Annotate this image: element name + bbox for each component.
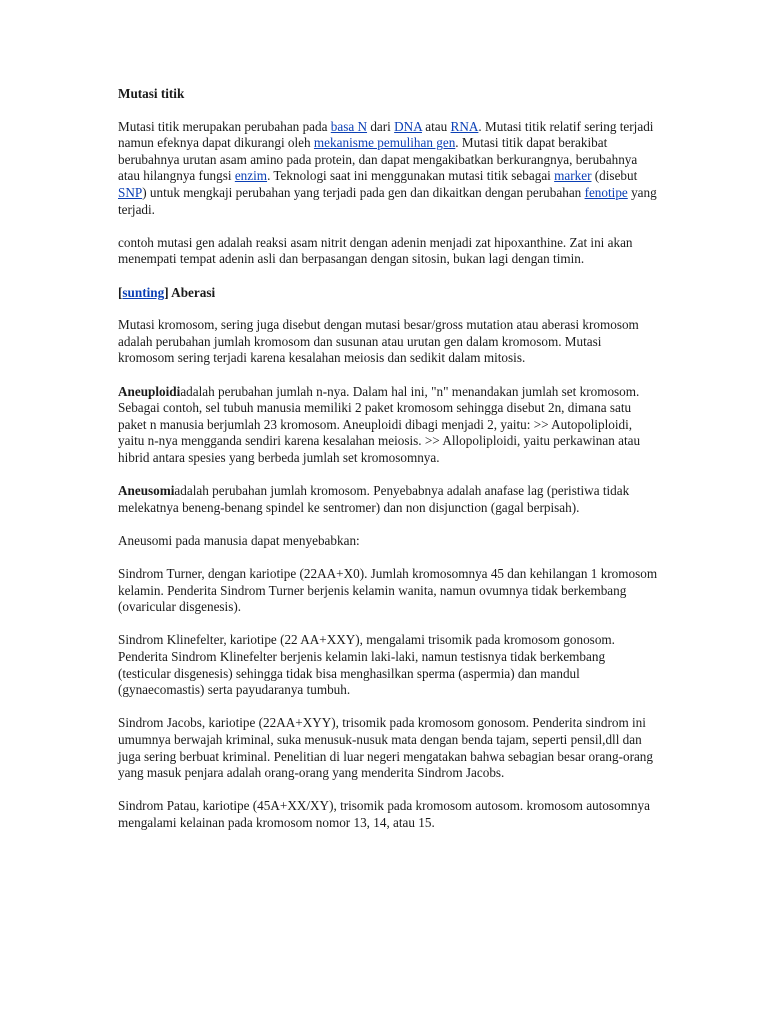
link-snp[interactable]: SNP — [118, 184, 143, 200]
paragraph-aneusomi — [118, 483, 658, 516]
text: Mutasi titik merupakan perubahan pada — [118, 118, 331, 134]
heading-title: Aberasi — [168, 284, 216, 300]
link-fenotipe[interactable]: fenotipe — [584, 184, 628, 200]
link-enzim[interactable]: enzim — [234, 168, 268, 184]
bracket-close: ] — [164, 284, 169, 300]
section-heading-mutasi-titik: Mutasi titik — [118, 86, 185, 101]
edit-link-sunting[interactable]: sunting — [122, 284, 165, 300]
link-mekanisme-pemulihan-gen[interactable]: mekanisme pemulihan gen — [313, 135, 456, 151]
definition-text: adalah perubahan jumlah kromosom. Penyebabnya adalah anafase lag (peristiwa tidak melekatnya beneng-benang spindel ke sentromer) dan non disjunction (gagal berpisah). — [118, 483, 630, 515]
paragraph-contoh-mutasi-gen: contoh mutasi gen adalah reaksi asam nitrit dengan adenin menjadi zat hipoxanthine. Zat ini akan menempati tempat adenin asli dan berpasangan dengan sitosin, bukan lagi dengan timin. — [118, 234, 633, 267]
paragraph-mutasi-titik — [118, 119, 658, 219]
paragraph-sindrom-jacobs: Sindrom Jacobs, kariotipe (22AA+XYY), trisomik pada kromosom gonosom. Penderita sindrom ini umumnya berwajah kriminal, suka menusuk-nusuk mata dengan benda tajam, seperti pensil,dll dan juga sering berbuat kriminal. Penelitian di luar negeri mengatakan bahwa sebagian besar orang-orang yang masuk penjara adalah orang-orang yang menderita Sindrom Jacobs. — [118, 715, 653, 781]
bracket-open: [ — [118, 284, 123, 300]
text: dari — [367, 118, 395, 134]
paragraph-aneuploidi — [118, 384, 658, 467]
term-aneuploidi: Aneuploidi — [118, 383, 181, 399]
term-aneusomi: Aneusomi — [118, 483, 175, 499]
definition-text: adalah perubahan jumlah n-nya. Dalam hal ini, "n" menandakan jumlah set kromosom. Sebagai contoh, sel tubuh manusia memiliki 2 paket kromosom sehingga disebut 2n, dimana satu paket n manusia berjumlah 23 kromosom. Aneuploidi dibagi menjadi 2, yaitu: >> Autopoliploidi, yaitu n-nya mengganda sendiri karena kesalahan meiosis. >> Allopoliploidi, yaitu perkawinan atau hibrid antara spesies yang berbeda jumlah set kromosomnya. — [118, 383, 641, 465]
text: . Mutasi titik dapat berakibat berubahnya urutan asam amino pada protein, dan dapat mengakibatkan berkurangnya, berubahnya atau hilangnya fungsi — [118, 135, 638, 184]
link-dna[interactable]: DNA — [394, 118, 422, 134]
paragraph-aneusomi-intro: Aneusomi pada manusia dapat menyebabkan: — [118, 532, 360, 548]
link-rna[interactable]: RNA — [450, 118, 479, 134]
document-page — [118, 86, 658, 848]
text: (disebut — [591, 168, 638, 184]
text: . Teknologi saat ini menggunakan mutasi titik sebagai — [267, 168, 555, 184]
text: ) untuk mengkaji perubahan yang terjadi pada gen dan dikaitkan dengan perubahan — [142, 184, 585, 200]
link-marker[interactable]: marker — [554, 168, 592, 184]
paragraph-sindrom-patau: Sindrom Patau, kariotipe (45A+XX/XY), trisomik pada kromosom autosom. kromosom autosomnya mengalami kelainan pada kromosom nomor 13, 14, atau 15. — [118, 798, 650, 830]
text: atau — [421, 118, 451, 134]
paragraph-sindrom-turner: Sindrom Turner, dengan kariotipe (22AA+X0). Jumlah kromosomnya 45 dan kehilangan 1 kromosom kelamin. Penderita Sindrom Turner berjenis kelamin wanita, namun ovumnya tidak berkembang (ovaricular disgenesis). — [118, 566, 658, 615]
text: . Mutasi titik relatif sering terjadi namun efeknya dapat dikurangi oleh — [118, 118, 654, 151]
section-heading-aberasi — [118, 285, 658, 302]
link-basa-n[interactable]: basa N — [330, 118, 368, 134]
paragraph-sindrom-klinefelter: Sindrom Klinefelter, kariotipe (22 AA+XXY), mengalami trisomik pada kromosom gonosom. Penderita Sindrom Klinefelter berjenis kelamin laki-laki, namun testisnya tidak berkembang (testicular disgenesis) sehingga tidak bisa menghasilkan sperma (aspermia) dan mandul (gynaecomastis) serta payudaranya tumbuh. — [118, 632, 615, 698]
text: yang terjadi. — [118, 184, 657, 217]
paragraph-mutasi-kromosom: Mutasi kromosom, sering juga disebut dengan mutasi besar/gross mutation atau aberasi kromosom adalah perubahan jumlah kromosom dan susunan atau urutan gen dalam kromosom. Mutasi kromosom sering terjadi karena kesalahan meiosis dan sedikit dalam mitosis. — [118, 317, 639, 366]
